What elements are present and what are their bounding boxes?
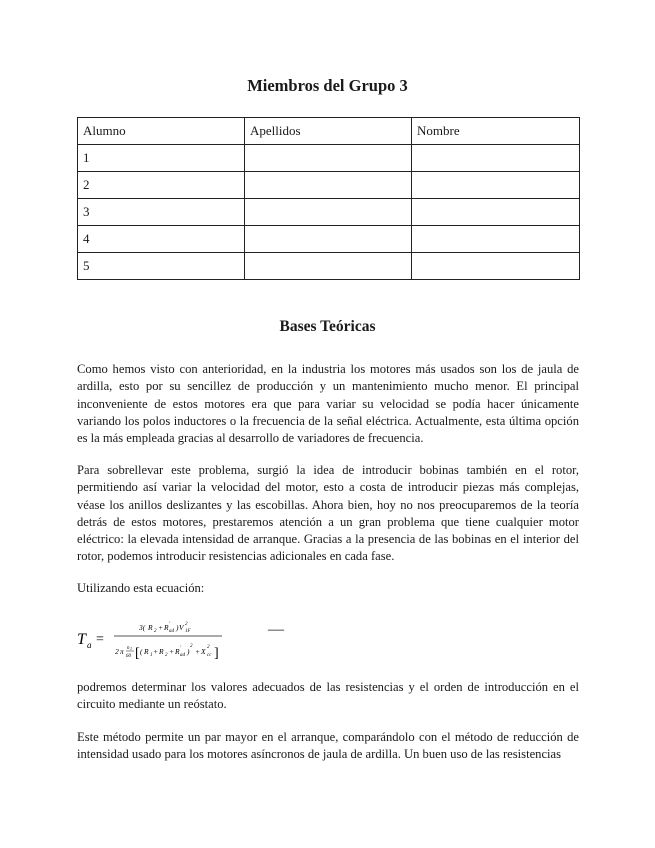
torque-equation [77, 616, 297, 666]
svg-text:+: + [169, 647, 175, 656]
svg-text:': ' [169, 622, 171, 627]
header-apellidos: Apellidos [245, 118, 412, 145]
apellidos-cell [245, 145, 412, 172]
paragraph-intro: Como hemos visto con anterioridad, en la industria los motores más usados son los de jaula de ardilla, esto por su sencillez de producción y un mantenimiento mucho menor. El principal inconveniente de estos motores era que para variar su velocidad se podía hacer únicamente variando los polos inductores o la frecuencia de la señal eléctrica. Actualmente, esta última opción es la más empleada gracias al desarrollo de variadores de frecuencia. [77, 362, 579, 446]
svg-text:1: 1 [150, 653, 153, 658]
svg-text:V: V [179, 623, 184, 632]
svg-text:X: X [201, 647, 206, 656]
table-header-row [78, 118, 580, 145]
equation-lhs: T [77, 631, 86, 648]
equation-lhs-sub: a [87, 640, 92, 650]
row-number-cell: 4 [78, 226, 245, 253]
table-row [78, 172, 580, 199]
header-nombre: Nombre [412, 118, 580, 145]
row-number-cell: 1 [78, 145, 245, 172]
paragraph-metodo: Este método permite un par mayor en el arranque, comparándolo con el método de reducción de intensidad usado para los motores asíncronos de jaula de ardilla. Un buen uso de las resistencias [77, 730, 579, 762]
svg-text:n: n [127, 646, 130, 651]
svg-text:2: 2 [185, 622, 188, 627]
svg-text:': ' [180, 646, 182, 651]
svg-text:2: 2 [165, 653, 168, 658]
svg-text:3(: 3( [139, 623, 146, 632]
svg-text:R: R [144, 647, 149, 656]
nombre-cell [412, 172, 580, 199]
svg-text:+: + [195, 647, 201, 656]
svg-text:cc: cc [207, 653, 212, 658]
svg-text:R: R [175, 647, 180, 656]
svg-text:R: R [164, 623, 169, 632]
group-members-title: Miembros del Grupo 3 [247, 76, 408, 95]
section-title-bases-teoricas: Bases Teóricas [279, 318, 376, 335]
paragraph-rotor-bobinas: Para sobrellevar este problema, surgió la idea de introducir bobinas también en el rotor, permitiendo así variar la velocidad del motor, esto a costa de introducir piezas más complejas, véase los anillos deslizantes y las escobillas. Ahora bien, hoy no nos preocuparemos de la teoría detrás de estos motores, prestaremos atención a un gran problema que tiene cualquier motor eléctrico: la elevada intensidad de arranque. Gracias a la presencia de las bobinas en el interior del rotor, podemos introducir resistencias adicionales en cada fase. [77, 463, 579, 564]
table-row [78, 145, 580, 172]
svg-text:1F: 1F [185, 629, 191, 634]
table-row [78, 226, 580, 253]
svg-text:ad: ad [180, 653, 185, 658]
svg-text:(: ( [140, 647, 143, 656]
row-number-cell: 3 [78, 199, 245, 226]
svg-text:2: 2 [190, 644, 193, 649]
svg-text:): ) [176, 623, 179, 632]
apellidos-cell [245, 199, 412, 226]
row-number-cell: 5 [78, 253, 245, 280]
apellidos-cell [245, 253, 412, 280]
paragraph-equation-intro: Utilizando esta ecuación: [77, 581, 205, 595]
apellidos-cell [245, 172, 412, 199]
nombre-cell [412, 226, 580, 253]
svg-text:ad: ad [169, 629, 174, 634]
svg-text:R: R [148, 623, 153, 632]
svg-text:R: R [159, 647, 164, 656]
nombre-cell [412, 199, 580, 226]
svg-text:+: + [153, 647, 159, 656]
group-members-table [77, 117, 580, 280]
nombre-cell [412, 145, 580, 172]
svg-text:2: 2 [154, 629, 157, 634]
paragraph-reostato: podremos determinar los valores adecuados de las resistencias y el orden de introducción en el circuito mediante un reóstato. [77, 680, 579, 712]
header-alumno: Alumno [78, 118, 245, 145]
table-row [78, 253, 580, 280]
equation-equals: = [96, 632, 104, 647]
svg-text:π: π [120, 647, 124, 656]
nombre-cell [412, 253, 580, 280]
svg-text:): ) [187, 647, 190, 656]
svg-text:2: 2 [115, 647, 119, 656]
equation-numerator [138, 622, 192, 634]
svg-text:60: 60 [126, 654, 131, 659]
svg-text:1: 1 [130, 646, 132, 651]
svg-text:]: ] [214, 646, 219, 661]
equation-trailing-mark: — [268, 621, 284, 638]
svg-text:2: 2 [207, 645, 210, 650]
row-number-cell: 2 [78, 172, 245, 199]
table-row [78, 199, 580, 226]
svg-text:+: + [158, 623, 164, 632]
apellidos-cell [245, 226, 412, 253]
svg-text:[: [ [135, 646, 140, 661]
equation-denominator [115, 644, 219, 661]
